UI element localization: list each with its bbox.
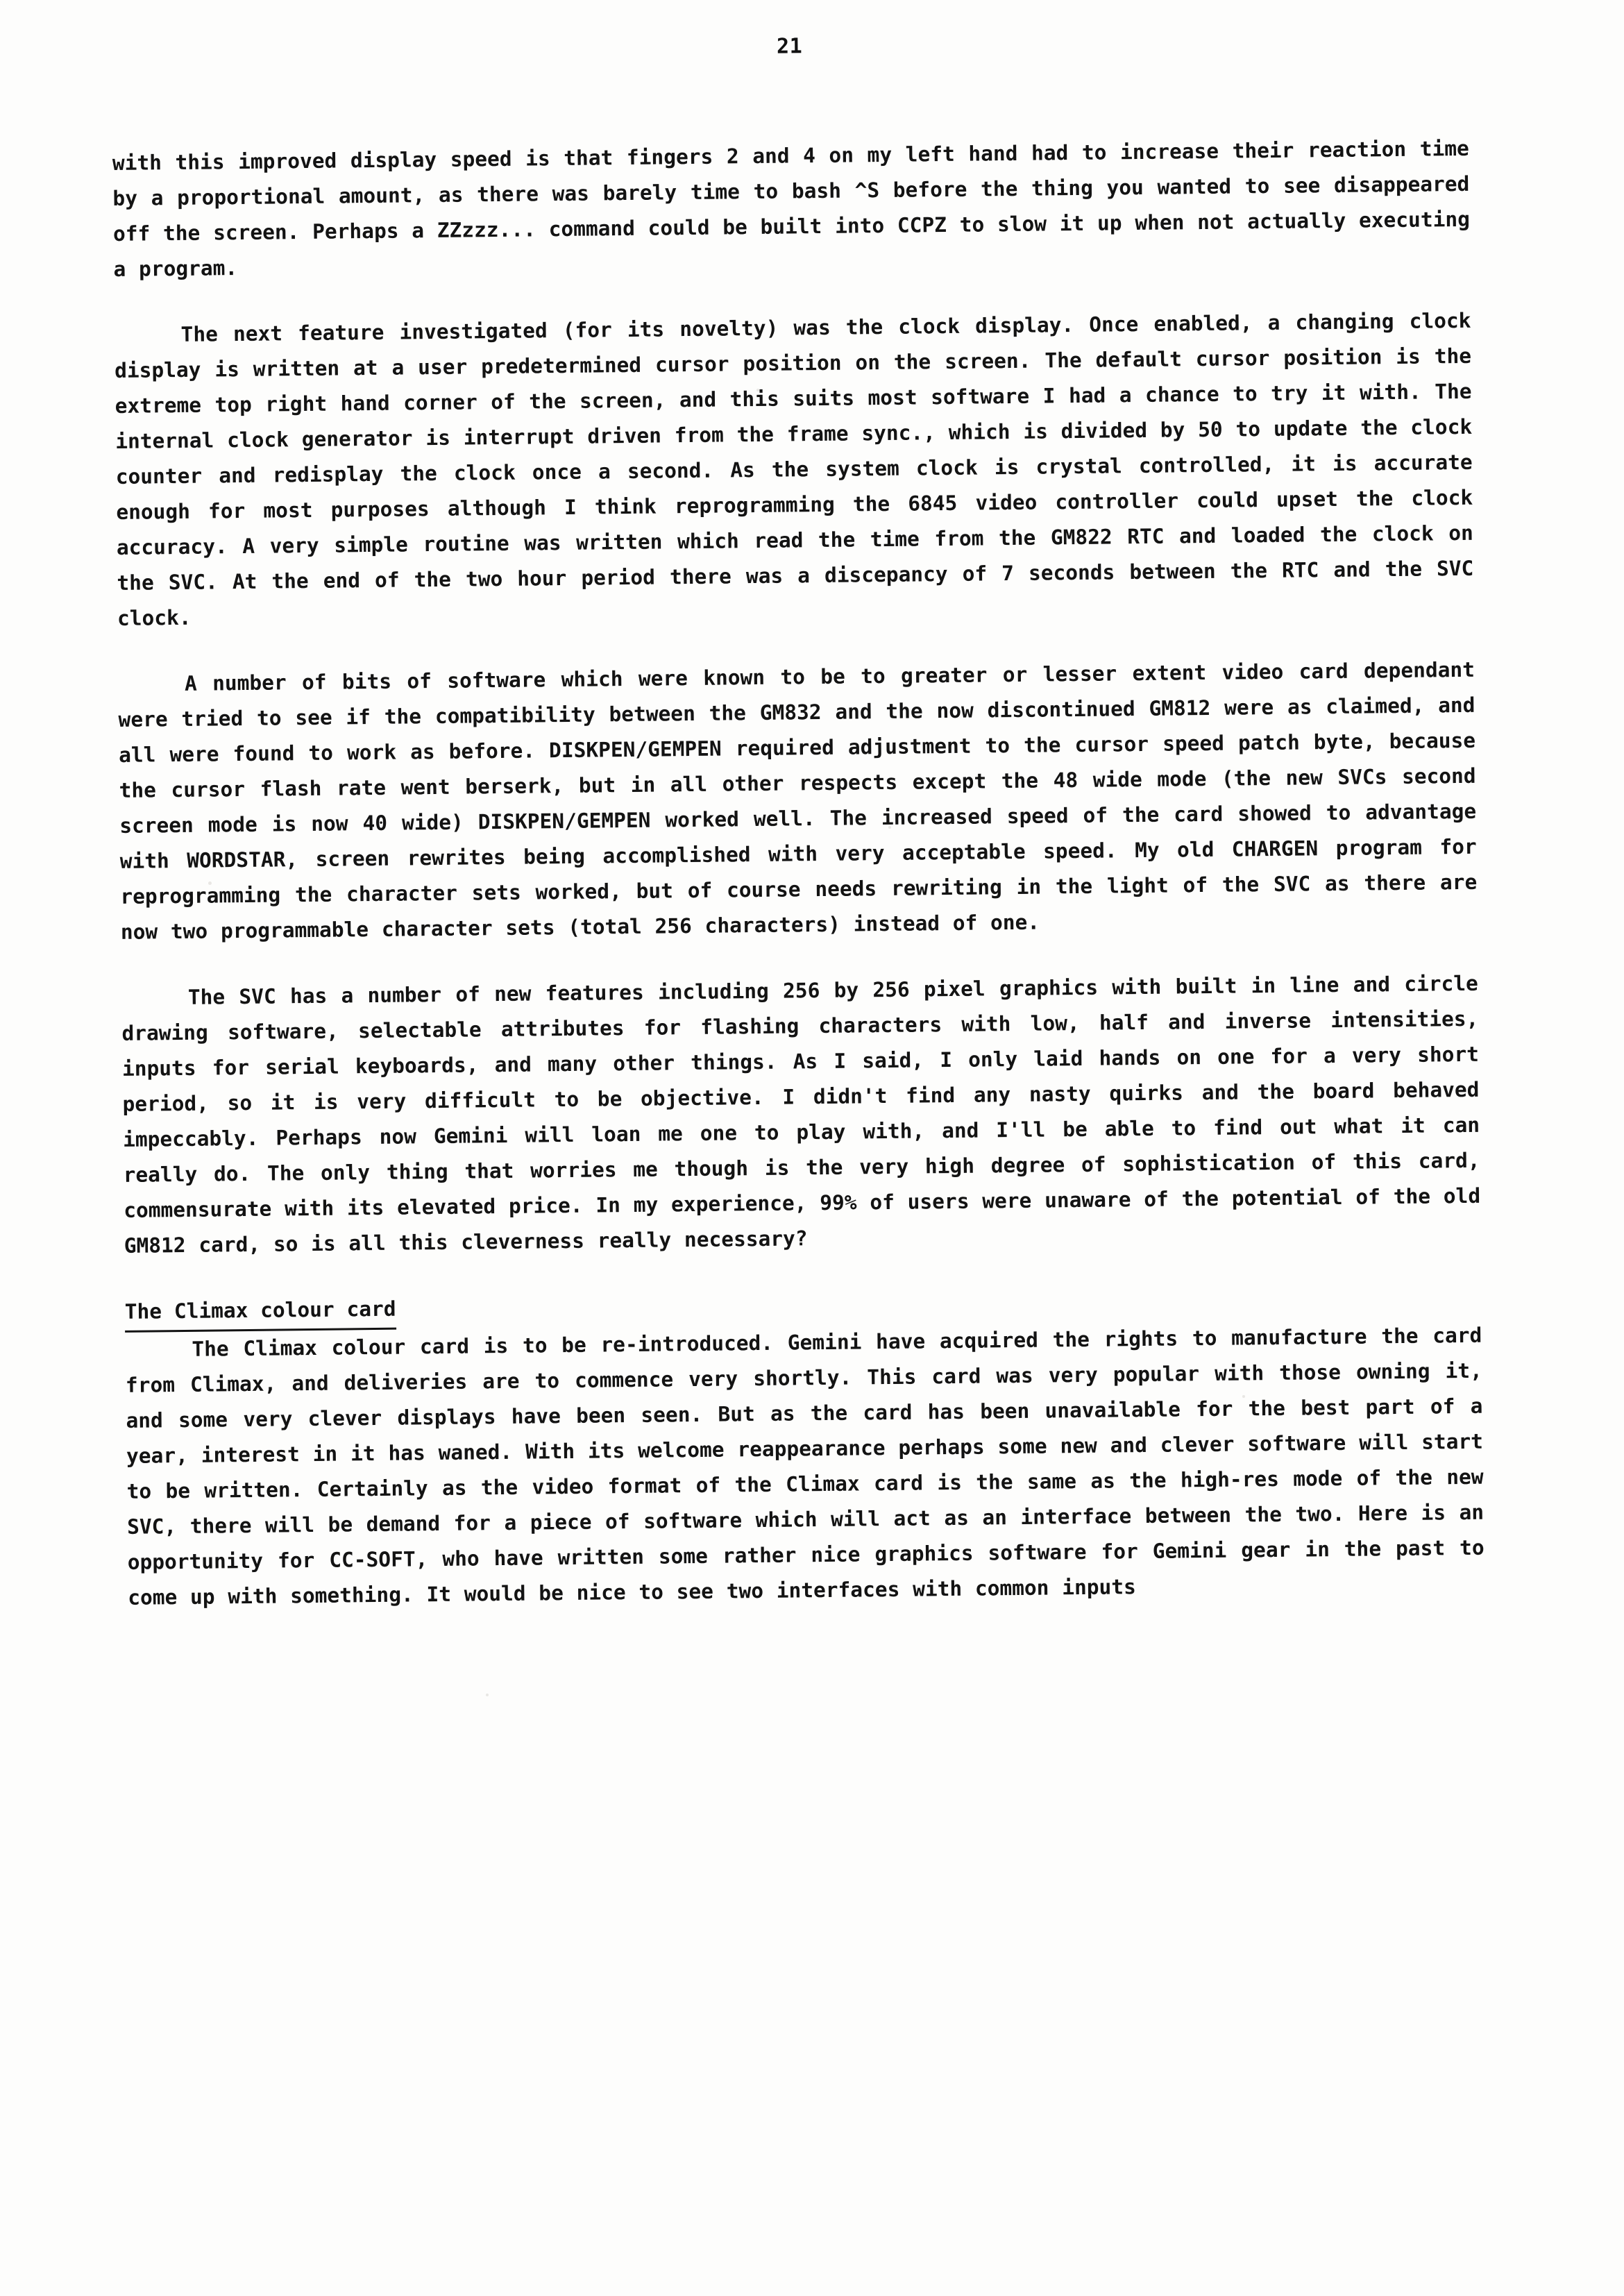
paragraph-compatibility: A number of bits of software which were known to be to greater or lesser extent video card dependant were tried to see if the compatibility between the GM832 and the now discontinued GM812 were as claimed, and all were found to work as before. DISKPEN/GEMPEN required adjustment to the cursor speed patch byte, because the cursor flash rate went berserk, but in all other respects except the 48 wide mode (the new SVCs second screen mode is now 40 wide) DISKPEN/GEMPEN worked well. The increased speed of the card showed to advantage with WORDSTAR, screen rewrites being accomplished with very acceptable speed. My old CHARGEN program for reprogramming the character sets worked, but of course needs rewriting in the light of the SVC as there are now two programmable character sets (total 256 characters) instead of one. — [118, 657, 1478, 944]
typed-text-area — [111, 27, 1485, 1610]
page-number: 21 — [776, 34, 803, 59]
section-heading-climax-colour-card: The Climax colour card — [125, 1292, 396, 1333]
paragraph-climax-colour-card: The Climax colour card is to be re-introduced. Gemini have acquired the rights to manufacture the card from Climax, and deliveries are to commence very shortly. This card was very popular with those owning it, and some very clever displays have been seen. But as the card has been unavailable for the best part of a year, interest in it has waned. With its welcome reappearance perhaps some new and clever software will start to be written. Certainly as the video format of the Climax card is the same as the high-res mode of the new SVC, there will be demand for a piece of software which will act as an interface between the two. Here is an opportunity for CC-SOFT, who have written some rather nice graphics software for Gemini gear in the past to come up with something. It would be nice to see two interfaces with common inputs — [125, 1323, 1485, 1610]
scan-speckle — [486, 1694, 489, 1696]
paragraph-display-speed: with this improved display speed is that fingers 2 and 4 on my left hand had to increase their reaction time by a proportional amount, as there was barely time to bash ^S before the thing you wanted to see disappeared off the screen. Perhaps a ZZzzz... command could be built into CCPZ to slow it up when not actually executing a program. — [112, 136, 1471, 281]
body-text-column — [112, 131, 1485, 1616]
paragraph-svc-features: The SVC has a number of new features including 256 by 256 pixel graphics with built in line and circle drawing software, selectable attributes for flashing characters with low, half and inverse intensities, inputs for serial keyboards, and many other things. As I said, I only laid hands on one for a very short period, so it is very difficult to be objective. I didn't find any nasty quirks and the board behaved impeccably. Perhaps now Gemini will loan me one to play with, and I'll be able to find out what it can really do. The only thing that worries me though is the very high degree of sophistication of this card, commensurate with its elevated price. In my experience, 99% of users were unaware of the potential of the old GM812 card, so is all this cleverness really necessary? — [121, 971, 1481, 1258]
paragraph-clock-display: The next feature investigated (for its novelty) was the clock display. Once enabled, a changing clock display is written at a user predetermined cursor position on the screen. The default cursor position is the extreme top right hand corner of the screen, and this suits most software I had a chance to try it with. The internal clock generator is interrupt driven from the frame sync., which is divided by 50 to update the clock counter and redisplay the clock once a second. As the system clock is crystal controlled, it is accurate enough for most purposes although I think reprogramming the 6845 video controller could upset the clock accuracy. A very simple routine was written which read the time from the GM822 RTC and loaded the clock on the SVC. At the end of the two hour period there was a discepancy of 7 seconds between the RTC and the SVC clock. — [114, 308, 1474, 630]
